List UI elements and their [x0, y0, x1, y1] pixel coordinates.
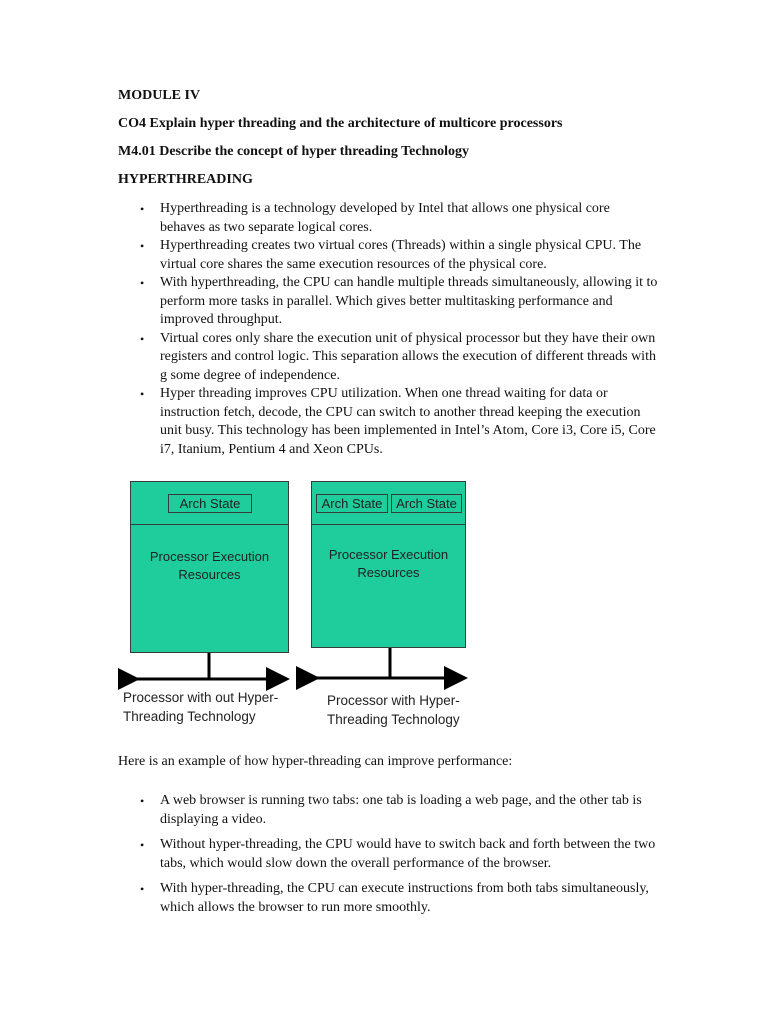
list-item [118, 792, 658, 829]
bullet-icon: • [140, 794, 145, 808]
left-caption [123, 688, 278, 726]
section-title: HYPERTHREADING [118, 172, 253, 187]
left-caption-line2: Threading Technology [123, 709, 256, 724]
bullet-text: Hyperthreading creates two virtual cores (Threads) within a single physical CPU. The virtual core shares the same execution resources of the physical core. [160, 238, 642, 272]
bullet-text: Hyperthreading is a technology developed by Intel that allows one physical core behaves as two separate logical cores. [160, 201, 610, 235]
bullet-icon: • [140, 882, 145, 896]
course-outcome-heading: CO4 Explain hyper threading and the architecture of multicore processors [118, 116, 563, 131]
bullet-icon: • [140, 838, 145, 852]
arch-state-box-2: Arch State [391, 494, 462, 513]
bullet-icon: • [140, 276, 145, 290]
bullet-text: With hyperthreading, the CPU can handle multiple threads simultaneously, allowing it to perform more tasks in parallel. Which gives better multitasking performance and improved throughput. [160, 275, 658, 327]
right-caption-line2: Threading Technology [327, 712, 460, 727]
right-caption-line1: Processor with Hyper- [327, 693, 460, 708]
hyperthreading-diagram [118, 470, 478, 740]
arch-state-box: Arch State [168, 494, 252, 513]
bullet-icon: • [140, 202, 145, 216]
list-item [118, 880, 658, 917]
list-item [118, 237, 658, 274]
execution-label-line1: Processor Execution [149, 549, 270, 564]
bullet-text: Without hyper-threading, the CPU would have to switch back and forth between the two tabs, which would slow down the overall performance of the browser. [160, 837, 656, 871]
hyperthreading-bullet-list [118, 200, 658, 459]
list-item [118, 836, 658, 873]
bullet-icon: • [140, 387, 145, 401]
list-item [118, 200, 658, 237]
example-bullet-list [118, 792, 658, 917]
list-item [118, 385, 658, 459]
bullet-text: Virtual cores only share the execution unit of physical processor but they have their own registers and control logic. This separation allows the execution of different threads with g some degree of independence. [160, 330, 656, 383]
bullet-text: With hyper-threading, the CPU can execute instructions from both tabs simultaneously, which allows the browser to run more smoothly. [160, 881, 649, 915]
bullet-text: Hyper threading improves CPU utilization. When one thread waiting for data or instruction fetch, decode, the CPU can switch to another thread keeping the execution unit busy. This technology has been implemented in Intel’s Atom, Core i3, Core i5, Core i7, Itanium, Pentium 4 and Xeon CPUs. [160, 386, 656, 457]
right-caption [327, 691, 460, 729]
arch-state-box-1: Arch State [316, 494, 388, 513]
left-caption-line1: Processor with out Hyper- [123, 690, 279, 705]
bullet-icon: • [140, 331, 145, 346]
list-item [118, 330, 658, 386]
execution-label-line2: Resources [357, 565, 420, 580]
list-item [118, 274, 658, 330]
objective-heading: M4.01 Describe the concept of hyper threading Technology [118, 144, 470, 159]
example-intro: Here is an example of how hyper-threading can improve performance: [118, 754, 513, 769]
execution-label-line1: Processor Execution [328, 547, 449, 562]
module-title: MODULE IV [118, 88, 201, 103]
bullet-icon: • [140, 239, 145, 253]
execution-label-line2: Resources [178, 567, 241, 582]
bullet-text: A web browser is running two tabs: one tab is loading a web page, and the other tab is displaying a video. [160, 793, 642, 827]
